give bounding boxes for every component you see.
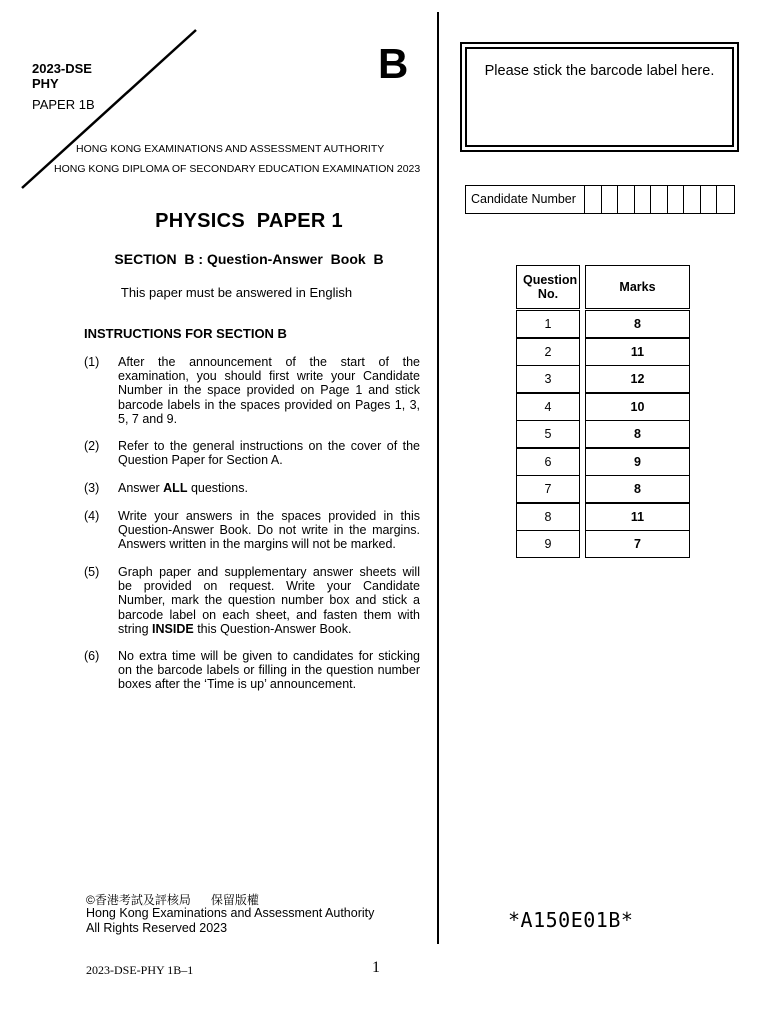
page-number: 1: [372, 959, 380, 976]
page-title: PHYSICS PAPER 1: [155, 210, 343, 232]
instruction-text: Graph paper and supplementary answer sheets will be provided on request. Write your Candidate Number, mark the question number box and stick a barcode label on each sheet, and fasten them with string INSIDE this Question-Answer Book.: [118, 565, 420, 636]
book-letter: B: [378, 40, 409, 87]
question-number-cell: 7: [516, 475, 580, 503]
document-identifier: *A150E01B*: [508, 908, 634, 932]
question-number-cell: 5: [516, 420, 580, 448]
marks-cell: 8: [585, 310, 690, 338]
instruction-number: (3): [84, 481, 100, 495]
candidate-digit-box[interactable]: [651, 186, 668, 213]
question-number-cell: 8: [516, 503, 580, 531]
marks-cell: 7: [585, 530, 690, 558]
question-number-cell: 3: [516, 365, 580, 393]
marks-cell: 8: [585, 475, 690, 503]
barcode-box: [460, 42, 739, 152]
marks-cell: 11: [585, 338, 690, 366]
candidate-digit-box[interactable]: [618, 186, 635, 213]
question-number-cell: 1: [516, 310, 580, 338]
candidate-number-field[interactable]: [465, 185, 735, 214]
question-number-cell: 9: [516, 530, 580, 558]
marks-cell: 12: [585, 365, 690, 393]
candidate-digit-box[interactable]: [635, 186, 652, 213]
instructions-heading: INSTRUCTIONS FOR SECTION B: [84, 326, 287, 341]
question-no-header: Question No.: [516, 265, 580, 309]
exam-year: 2023-DSE: [32, 61, 92, 76]
instruction-text: Write your answers in the spaces provided in this Question-Answer Book. Do not write in the margins. Answers written in the margins will not be marked.: [118, 509, 420, 552]
candidate-digit-box[interactable]: [717, 186, 734, 213]
language-note: This paper must be answered in English: [120, 285, 353, 300]
instruction-text: After the announcement of the start of the examination, you should first write your Candidate Number in the space provided on Page 1 and stick barcode labels in the spaces provided on Pages 1, 3, 5, 7 and 9.: [118, 355, 420, 426]
question-number-cell: 6: [516, 448, 580, 476]
instruction-text: No extra time will be given to candidates for sticking on the barcode labels or filling in the question number boxes after the ‘Time is up’ announcement.: [118, 649, 420, 692]
instruction-text: Answer ALL questions.: [118, 481, 248, 495]
instruction-number: (2): [84, 439, 100, 453]
instruction-number: (4): [84, 509, 100, 523]
marks-cell: 10: [585, 393, 690, 421]
candidate-digit-box[interactable]: [684, 186, 701, 213]
candidate-digit-box[interactable]: [602, 186, 619, 213]
marks-cell: 8: [585, 420, 690, 448]
instruction-number: (6): [84, 649, 100, 663]
paper-label: PAPER 1B: [32, 97, 95, 112]
marks-cell: 11: [585, 503, 690, 531]
candidate-digit-box[interactable]: [701, 186, 718, 213]
section-title: SECTION B : Question-Answer Book B: [114, 251, 384, 267]
copyright-rights: All Rights Reserved 2023: [86, 921, 228, 935]
marks-cell: 9: [585, 448, 690, 476]
authority-name: HONG KONG EXAMINATIONS AND ASSESSMENT AUTHORITY: [76, 143, 385, 155]
instruction-number: (1): [84, 355, 100, 369]
instruction-number: (5): [84, 565, 100, 579]
exam-name: HONG KONG DIPLOMA OF SECONDARY EDUCATION EXAMINATION 2023: [54, 163, 421, 175]
question-number-cell: 4: [516, 393, 580, 421]
instruction-text: Refer to the general instructions on the cover of the Question Paper for Section A.: [118, 439, 420, 468]
subject-code: PHY: [32, 76, 59, 91]
question-number-cell: 2: [516, 338, 580, 366]
copyright-chinese: ©香港考試及評核局 保留版權: [86, 893, 259, 907]
footer-code: 2023-DSE-PHY 1B–1: [86, 963, 194, 977]
candidate-digit-box[interactable]: [668, 186, 685, 213]
copyright-authority: Hong Kong Examinations and Assessment Authority: [86, 906, 375, 920]
barcode-instruction: Please stick the barcode label here.: [484, 63, 715, 79]
page-divider: [437, 12, 439, 944]
emphasis: ALL: [163, 481, 188, 495]
candidate-number-label: Candidate Number: [466, 186, 585, 213]
candidate-digit-box[interactable]: [585, 186, 602, 213]
marks-header: Marks: [585, 265, 690, 309]
emphasis: INSIDE: [152, 621, 194, 636]
barcode-box-inner: [465, 47, 734, 147]
